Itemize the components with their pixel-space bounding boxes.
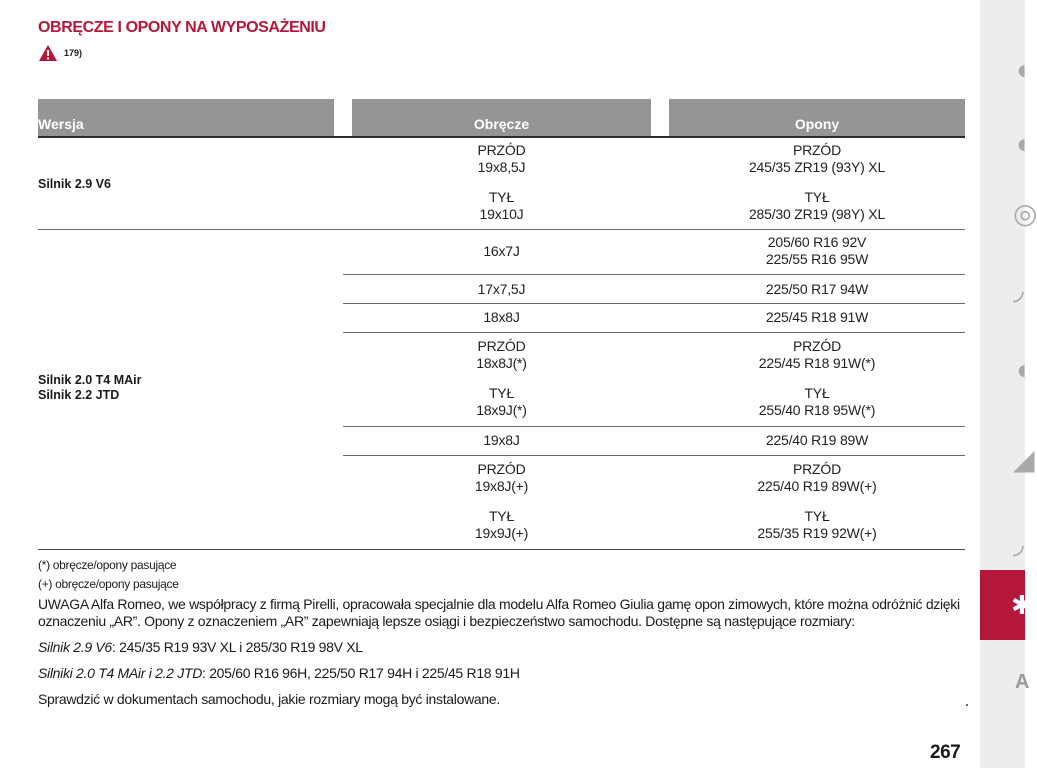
- table-cell-tire: PRZÓD 225/45 R18 91W(*): [758, 338, 876, 371]
- warning-paragraph: UWAGA Alfa Romeo, we współpracy z firmą Pirelli, opracowała specjalnie dla modelu Alfa Romeo Giulia gamę opon zimowych, które można odróżnić dzięki oznaczeniu „AR”. Opony z oznaczeniem „AR” zapewniają lepsze osiągi i bezpieczeństwo samochodu. Dostępne są następujące rozmiary:: [38, 596, 960, 629]
- warning-triangle-icon: [38, 44, 58, 62]
- size-line: Silniki 2.0 T4 MAir i 2.2 JTD: 205/60 R16 96H, 225/50 R17 94H i 225/45 R18 91H: [38, 665, 520, 681]
- table-cell-rim: TYŁ 19x10J: [479, 189, 524, 222]
- table-cell-rim: 19x8J: [483, 432, 520, 448]
- chapter-tab-icon[interactable]: ◞: [1013, 274, 1024, 305]
- chapter-tab-icon[interactable]: ◎: [1013, 198, 1037, 229]
- decorative-dot: [966, 704, 968, 706]
- table-cell-rim: PRZÓD 19x8J(+): [474, 461, 529, 494]
- chapter-tab-icon[interactable]: ◖: [1013, 128, 1030, 159]
- column-header-opony: Opony: [669, 99, 965, 136]
- row-divider: [38, 229, 965, 230]
- chapter-tab-letter[interactable]: A: [1015, 671, 1030, 693]
- chapter-tab-icon[interactable]: ◖: [1013, 354, 1030, 385]
- table-cell-tire: 225/50 R17 94W: [765, 281, 869, 297]
- footnote: (+) obręcze/opony pasujące: [38, 577, 179, 591]
- table-cell-rim: 17x7,5J: [477, 281, 526, 297]
- table-cell-rim: 18x8J: [483, 309, 520, 325]
- warning-ref: 179): [64, 48, 83, 58]
- table-cell-tire: TYŁ 285/30 ZR19 (98Y) XL: [748, 189, 886, 222]
- table-cell-tire: PRZÓD 225/40 R19 89W(+): [757, 461, 877, 494]
- warning-note: [38, 44, 82, 62]
- row-divider: [343, 332, 965, 333]
- table-cell-rim: PRZÓD 18x8J(*): [476, 338, 527, 371]
- row-divider: [343, 274, 965, 275]
- table-bottom-rule: [38, 549, 965, 550]
- page-number: 267: [930, 742, 961, 763]
- table-cell-tire: 225/40 R19 89W: [765, 432, 869, 448]
- section-title: OBRĘCZE I OPONY NA WYPOSAŻENIU: [38, 19, 326, 36]
- version-label: Silnik 2.0 T4 MAir Silnik 2.2 JTD: [38, 373, 142, 402]
- settings-gear-icon: ✱: [1011, 590, 1033, 620]
- table-cell-tire: 225/45 R18 91W: [765, 309, 869, 325]
- chapter-tab-icon[interactable]: ◞: [1013, 528, 1024, 559]
- table-cell-rim: 16x7J: [483, 243, 520, 259]
- table-cell-rim: TYŁ 18x9J(*): [476, 385, 527, 418]
- version-label: Silnik 2.9 V6: [38, 177, 111, 191]
- table-cell-rim: TYŁ 19x9J(+): [474, 508, 529, 541]
- column-header-wersja: Wersja: [38, 99, 334, 136]
- check-note: Sprawdzić w dokumentach samochodu, jakie rozmiary mogą być instalowane.: [38, 691, 500, 707]
- column-header-obrecze: Obręcze: [352, 99, 651, 136]
- table-cell-rim: PRZÓD 19x8,5J: [477, 142, 526, 175]
- size-line: Silnik 2.9 V6: 245/35 R19 93V XL i 285/30 R19 98V XL: [38, 639, 363, 655]
- table-cell-tire: PRZÓD 245/35 ZR19 (93Y) XL: [748, 142, 886, 175]
- chapter-tab-icon[interactable]: ◢: [1013, 444, 1035, 475]
- row-divider: [343, 303, 965, 304]
- footnote: (*) obręcze/opony pasujące: [38, 558, 177, 572]
- table-cell-tire: TYŁ 255/40 R18 95W(*): [758, 385, 876, 418]
- table-header-rule: [38, 136, 965, 138]
- row-divider: [343, 426, 965, 427]
- notes-section: [38, 556, 968, 708]
- table-cell-tire: TYŁ 255/35 R19 92W(+): [757, 508, 877, 541]
- chapter-tab-icon[interactable]: ◖: [1013, 54, 1030, 85]
- row-divider: [343, 455, 965, 456]
- table-cell-tire: 205/60 R16 92V 225/55 R16 95W: [765, 234, 869, 267]
